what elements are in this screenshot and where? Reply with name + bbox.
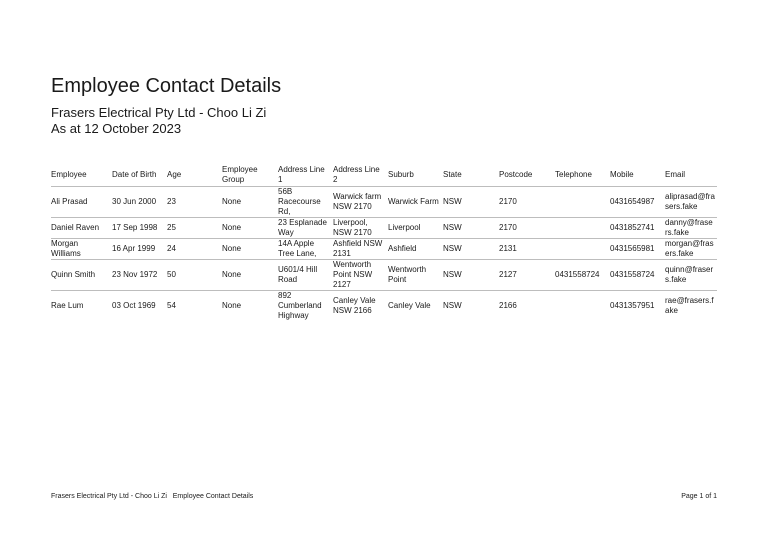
cell-address-line-1: 14A Apple Tree Lane, — [278, 239, 317, 258]
cell-employee-group: None — [222, 223, 242, 232]
cell-address-line-2: Canley Vale NSW 2166 — [333, 296, 376, 315]
cell-employee-group: None — [222, 197, 242, 206]
cell-state: NSW — [443, 197, 462, 206]
cell-employee: Morgan Williams — [51, 239, 81, 258]
cell-age: 50 — [167, 270, 176, 279]
cell-mobile: 0431565981 — [610, 244, 655, 253]
cell-date-of-birth: 03 Oct 1969 — [112, 301, 156, 310]
cell-telephone: 0431558724 — [555, 270, 600, 279]
cell-employee: Daniel Raven — [51, 223, 100, 232]
cell-employee: Quinn Smith — [51, 270, 96, 279]
cell-postcode: 2166 — [499, 301, 517, 310]
cell-address-line-2: Wentworth Point NSW 2127 — [333, 260, 373, 289]
cell-date-of-birth: 23 Nov 1972 — [112, 270, 158, 279]
header-telephone: Telephone — [555, 170, 592, 179]
employee-contact-table — [51, 164, 717, 321]
cell-address-line-1: 892 Cumberland Highway — [278, 291, 322, 320]
cell-state: NSW — [443, 244, 462, 253]
header-employee-group: Employee Group — [222, 165, 258, 184]
cell-age: 25 — [167, 223, 176, 232]
cell-employee-group: None — [222, 301, 242, 310]
table-row — [51, 239, 717, 260]
cell-age: 24 — [167, 244, 176, 253]
cell-address-line-1: 56B Racecourse Rd, — [278, 187, 321, 216]
header-email: Email — [665, 170, 686, 179]
cell-email: morgan@frasers.fake — [665, 239, 714, 258]
cell-suburb: Warwick Farm — [388, 197, 439, 206]
header-mobile: Mobile — [610, 170, 634, 179]
cell-date-of-birth: 16 Apr 1999 — [112, 244, 156, 253]
cell-postcode: 2170 — [499, 223, 517, 232]
cell-postcode: 2170 — [499, 197, 517, 206]
cell-suburb: Liverpool — [388, 223, 421, 232]
table-row — [51, 187, 717, 218]
header-state: State — [443, 170, 462, 179]
cell-age: 23 — [167, 197, 176, 206]
cell-suburb: Wentworth Point — [388, 265, 427, 284]
cell-state: NSW — [443, 223, 462, 232]
header-date-of-birth: Date of Birth — [112, 170, 157, 179]
table-row — [51, 218, 717, 239]
header-employee: Employee — [51, 170, 87, 179]
cell-telephone — [555, 291, 610, 322]
cell-age: 54 — [167, 301, 176, 310]
cell-address-line-2: Liverpool, NSW 2170 — [333, 218, 372, 237]
cell-address-line-1: 23 Esplanade Way — [278, 218, 327, 237]
cell-date-of-birth: 30 Jun 2000 — [112, 197, 157, 206]
cell-telephone — [555, 218, 610, 239]
report-date: As at 12 October 2023 — [51, 121, 182, 136]
cell-email: aliprasad@frasers.fake — [665, 192, 715, 211]
cell-telephone — [555, 239, 610, 260]
cell-email: quinn@frasers.fake — [665, 265, 714, 284]
cell-state: NSW — [443, 301, 462, 310]
cell-postcode: 2131 — [499, 244, 517, 253]
table-row — [51, 260, 717, 291]
cell-employee-group: None — [222, 270, 242, 279]
header-postcode: Postcode — [499, 170, 533, 179]
cell-address-line-2: Warwick farm NSW 2170 — [333, 192, 382, 211]
cell-address-line-2: Ashfield NSW 2131 — [333, 239, 383, 258]
cell-state: NSW — [443, 270, 462, 279]
cell-mobile: 0431558724 — [610, 270, 655, 279]
report-subtitle: Frasers Electrical Pty Ltd - Choo Li Zi — [51, 105, 267, 120]
header-address-line-2: Address Line 2 — [333, 165, 380, 184]
footer-page-number: Page 1 of 1 — [681, 493, 717, 500]
cell-email: danny@frasers.fake — [665, 218, 713, 237]
cell-email: rae@frasers.fake — [665, 296, 714, 315]
cell-address-line-1: U601/4 Hill Road — [278, 265, 318, 284]
header-suburb: Suburb — [388, 170, 414, 179]
report-title: Employee Contact Details — [51, 75, 282, 97]
cell-suburb: Canley Vale — [388, 301, 431, 310]
cell-suburb: Ashfield — [388, 244, 417, 253]
cell-date-of-birth: 17 Sep 1998 — [112, 223, 158, 232]
header-age: Age — [167, 170, 182, 179]
cell-employee: Ali Prasad — [51, 197, 88, 206]
cell-telephone — [555, 187, 610, 218]
cell-postcode: 2127 — [499, 270, 517, 279]
table-row — [51, 291, 717, 322]
cell-employee: Rae Lum — [51, 301, 84, 310]
header-address-line-1: Address Line 1 — [278, 165, 325, 184]
cell-employee-group: None — [222, 244, 242, 253]
footer-report-info: Frasers Electrical Pty Ltd - Choo Li Zi Employee Contact Details — [51, 493, 254, 500]
cell-mobile: 0431852741 — [610, 223, 655, 232]
cell-mobile: 0431654987 — [610, 197, 655, 206]
cell-mobile: 0431357951 — [610, 301, 655, 310]
table-header-row — [51, 164, 717, 187]
